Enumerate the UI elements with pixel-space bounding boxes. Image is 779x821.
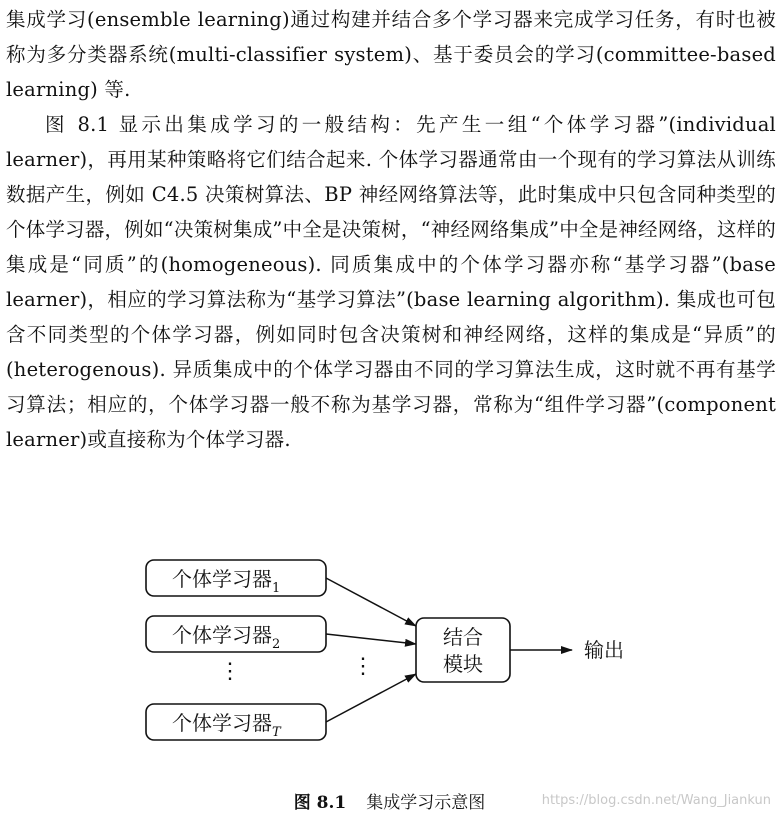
learner-box-1 xyxy=(146,560,326,596)
learner-ellipsis: ⋮ xyxy=(219,659,241,684)
learner-subscript-1: 1 xyxy=(272,581,281,596)
arrow-learner-1 xyxy=(326,578,416,626)
figure-number: 图 8.1 xyxy=(293,793,347,813)
learner-label-t: 个体学习器 xyxy=(172,711,272,735)
arrow-learner-t xyxy=(326,674,416,722)
arrow-learner-2 xyxy=(326,634,416,644)
learner-label-1: 个体学习器 xyxy=(172,567,272,591)
paragraph-2: 图 8.1 显示出集成学习的一般结构：先产生一组“个体学习器”(individual learner)，再用某种策略将它们结合起来. 个体学习器通常由一个现有的学习算法从训练数据产生，例如 C4.5 决策树算法、BP 神经网络算法等，此时集成中只包含同种类型的个体学习器，例如“决策树集成”中全是决策树，“神经网络集成”中全是神经网络，这样的集成是“同质”的(homogeneous). 同质集成中的个体学习器亦称“基学习器”(base learner)，相应的学习算法称为“基学习算法”(base learning algorithm). 集成也可包含不同类型的个体学习器，例如同时包含决策树和神经网络，这样的集成是“异质”的(heterogenous). 异质集成中的个体学习器由不同的学习算法生成，这时就不再有基学习算法；相应的，个体学习器一般不称为基学习器，常称为“组件学习器”(component learner)或直接称为个体学习器. xyxy=(6,113,776,451)
learner-box-t xyxy=(146,704,326,740)
learner-label-2: 个体学习器 xyxy=(172,623,272,647)
output-label: 输出 xyxy=(584,638,624,662)
figure-title: 集成学习示意图 xyxy=(366,793,486,813)
paragraph-1: 集成学习(ensemble learning)通过构建并结合多个学习器来完成学习任务，有时也被称为多分类器系统(multi-classifier system)、基于委员会的学习(committee-based learning) 等. xyxy=(6,8,776,101)
combine-module xyxy=(416,618,510,682)
learner-subscript-2: 2 xyxy=(272,637,281,652)
body-text xyxy=(6,2,776,457)
ensemble-diagram xyxy=(0,540,779,780)
combine-label-line2: 模块 xyxy=(443,652,483,676)
combine-label-line1: 结合 xyxy=(443,625,483,649)
learner-subscript-t: T xyxy=(272,725,281,740)
watermark: https://blog.csdn.net/Wang_Jiankun xyxy=(541,793,771,808)
arrow-ellipsis: ⋮ xyxy=(352,654,374,679)
learner-box-2 xyxy=(146,616,326,652)
